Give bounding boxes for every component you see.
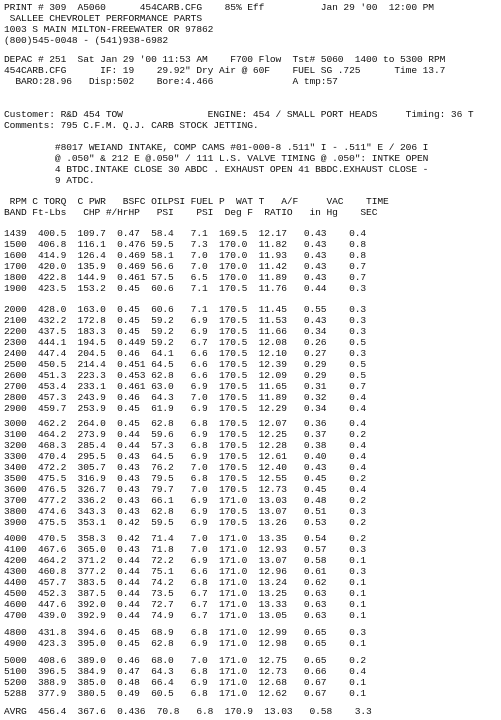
- table-row: 5200 388.9 385.0 0.48 66.4 6.9 171.0 12.68 0.67 0.1: [4, 677, 367, 688]
- table-row: 2200 437.5 183.3 0.45 59.2 6.9 170.5 11.66 0.34 0.3: [4, 326, 367, 337]
- table-row: 2300 444.1 194.5 0.449 59.2 6.7 170.5 12.08 0.26 0.5: [4, 337, 367, 348]
- table-row: 5100 396.5 384.9 0.47 64.3 6.8 171.0 12.73 0.66 0.4: [4, 666, 367, 677]
- table-row: 3800 474.6 343.3 0.43 62.8 6.9 170.5 13.07 0.51 0.3: [4, 506, 367, 517]
- table-row: 3100 464.2 273.9 0.44 59.6 6.9 170.5 12.25 0.37 0.2: [4, 429, 367, 440]
- table-row: 4300 460.8 377.2 0.44 75.1 6.6 171.0 12.96 0.61 0.3: [4, 566, 367, 577]
- column-header-line: BAND Ft-Lbs CHP #/HrHP PSI PSI Deg F RATIO in Hg SEC: [4, 207, 378, 218]
- customer-line: Comments: 795 C.F.M. Q.J. CARB STOCK JETTING.: [4, 120, 259, 131]
- table-row: 5000 408.6 389.0 0.46 68.0 7.0 171.0 12.75 0.65 0.2: [4, 655, 367, 666]
- note-line: 9 ATDC.: [4, 175, 95, 186]
- table-row: 2000 428.0 163.0 0.45 60.6 7.1 170.5 11.45 0.55 0.3: [4, 304, 367, 315]
- table-row: 4200 464.2 371.2 0.44 72.2 6.9 171.0 13.07 0.58 0.1: [4, 555, 367, 566]
- table-row: 1439 400.5 109.7 0.47 58.4 7.1 169.5 12.17 0.43 0.4: [4, 228, 367, 239]
- table-row: 2600 451.3 223.3 0.453 62.8 6.6 170.5 12.09 0.29 0.5: [4, 370, 367, 381]
- table-row: 2900 459.7 253.9 0.45 61.9 6.9 170.5 12.29 0.34 0.4: [4, 403, 367, 414]
- table-row: 2800 457.3 243.9 0.46 64.3 7.0 170.5 11.89 0.32 0.4: [4, 392, 367, 403]
- table-row: 5288 377.9 380.5 0.49 60.5 6.8 171.0 12.62 0.67 0.1: [4, 688, 367, 699]
- table-row: 1700 420.0 135.9 0.469 56.6 7.0 170.0 11.42 0.43 0.7: [4, 261, 367, 272]
- header-line: (800)545-0048 - (541)938-6982: [4, 35, 169, 46]
- table-row: 4400 457.7 383.5 0.44 74.2 6.8 171.0 13.24 0.62 0.1: [4, 577, 367, 588]
- table-row: 4000 470.5 358.3 0.42 71.4 7.0 171.0 13.35 0.54 0.2: [4, 533, 367, 544]
- table-row: 3300 470.4 295.5 0.43 64.5 6.9 170.5 12.61 0.40 0.4: [4, 451, 367, 462]
- table-row: 3900 475.5 353.1 0.42 59.5 6.9 170.5 13.26 0.53 0.2: [4, 517, 367, 528]
- note-line: @ .050" & 212 E @.050" / 111 L.S. VALVE TIMING @ .050": INTKE OPEN: [4, 153, 429, 164]
- table-row: 1800 422.8 144.9 0.461 57.5 6.5 170.0 11.89 0.43 0.7: [4, 272, 367, 283]
- test-info-line: BARO:28.96 Disp:502 Bore:4.466 A tmp:57: [4, 76, 338, 87]
- header-line: 1003 S MAIN MILTON-FREEWATER OR 97862: [4, 24, 214, 35]
- table-row: 2400 447.4 204.5 0.46 64.1 6.6 170.5 12.10 0.27 0.3: [4, 348, 367, 359]
- table-row: 4700 439.0 392.9 0.44 74.9 6.7 171.0 13.05 0.63 0.1: [4, 610, 367, 621]
- table-row: 3600 476.5 326.7 0.43 79.7 7.0 170.5 12.73 0.45 0.4: [4, 484, 367, 495]
- table-row: 3000 462.2 264.0 0.45 62.8 6.8 170.5 12.07 0.36 0.4: [4, 418, 367, 429]
- table-row: 4100 467.6 365.0 0.43 71.8 7.0 171.0 12.93 0.57 0.3: [4, 544, 367, 555]
- table-row: 3500 475.5 316.9 0.43 79.5 6.8 170.5 12.55 0.45 0.2: [4, 473, 367, 484]
- table-row: 4600 447.6 392.0 0.44 72.7 6.7 171.0 13.33 0.63 0.1: [4, 599, 367, 610]
- table-row: 3200 468.3 285.4 0.44 57.3 6.8 170.5 12.28 0.38 0.4: [4, 440, 367, 451]
- table-row: 3400 472.2 305.7 0.43 76.2 7.0 170.5 12.40 0.43 0.4: [4, 462, 367, 473]
- header-line: SALLEE CHEVROLET PERFORMANCE PARTS: [4, 13, 203, 24]
- table-row: 2100 432.2 172.8 0.45 59.2 6.9 170.5 11.53 0.43 0.3: [4, 315, 367, 326]
- note-line: #8017 WEIAND INTAKE, COMP CAMS #01-000-8 .511" I - .511" E / 206 I: [4, 142, 429, 153]
- table-row: 1500 406.8 116.1 0.476 59.5 7.3 170.0 11.82 0.43 0.8: [4, 239, 367, 250]
- test-info-line: 454CARB.CFG IF: 19 29.92" Dry Air @ 60F FUEL SG .725 Time 13.7: [4, 65, 446, 76]
- table-row: 4500 452.3 387.5 0.44 73.5 6.7 171.0 13.25 0.63 0.1: [4, 588, 367, 599]
- table-row: 1600 414.9 126.4 0.469 58.1 7.0 170.0 11.93 0.43 0.8: [4, 250, 367, 261]
- table-row: 4800 431.8 394.6 0.45 68.9 6.8 171.0 12.99 0.65 0.3: [4, 627, 367, 638]
- table-row: 3700 477.2 336.2 0.43 66.1 6.9 171.0 13.03 0.48 0.2: [4, 495, 367, 506]
- table-row: 4900 423.3 395.0 0.45 62.8 6.9 171.0 12.98 0.65 0.1: [4, 638, 367, 649]
- customer-line: Customer: R&D 454 TOW ENGINE: 454 / SMALL PORT HEADS Timing: 36 T: [4, 109, 474, 120]
- test-info-line: DEPAC # 251 Sat Jan 29 '00 11:53 AM F700 Flow Tst# 5060 1400 to 5300 RPM: [4, 54, 446, 65]
- column-header-line: RPM C TORQ C PWR BSFC OILPSI FUEL P WAT T A/F VAC TIME: [4, 196, 389, 207]
- table-row: 1900 423.5 153.2 0.45 60.6 7.1 170.5 11.76 0.44 0.3: [4, 283, 367, 294]
- table-row: 2500 450.5 214.4 0.451 64.5 6.6 170.5 12.39 0.29 0.5: [4, 359, 367, 370]
- average-row-text: AVRG 456.4 367.6 0.436 70.8 6.8 170.9 13.03 0.58 3.3: [4, 706, 372, 717]
- header-line: PRINT # 309 A5060 454CARB.CFG 85% Eff Jan 29 '00 12:00 PM: [4, 2, 434, 13]
- table-row: 2700 453.4 233.1 0.461 63.0 6.9 170.5 11.65 0.31 0.7: [4, 381, 367, 392]
- note-line: 4 BTDC.INTAKE CLOSE 30 ABDC . EXHAUST OPEN 41 BBDC.EXHAUST CLOSE -: [4, 164, 429, 175]
